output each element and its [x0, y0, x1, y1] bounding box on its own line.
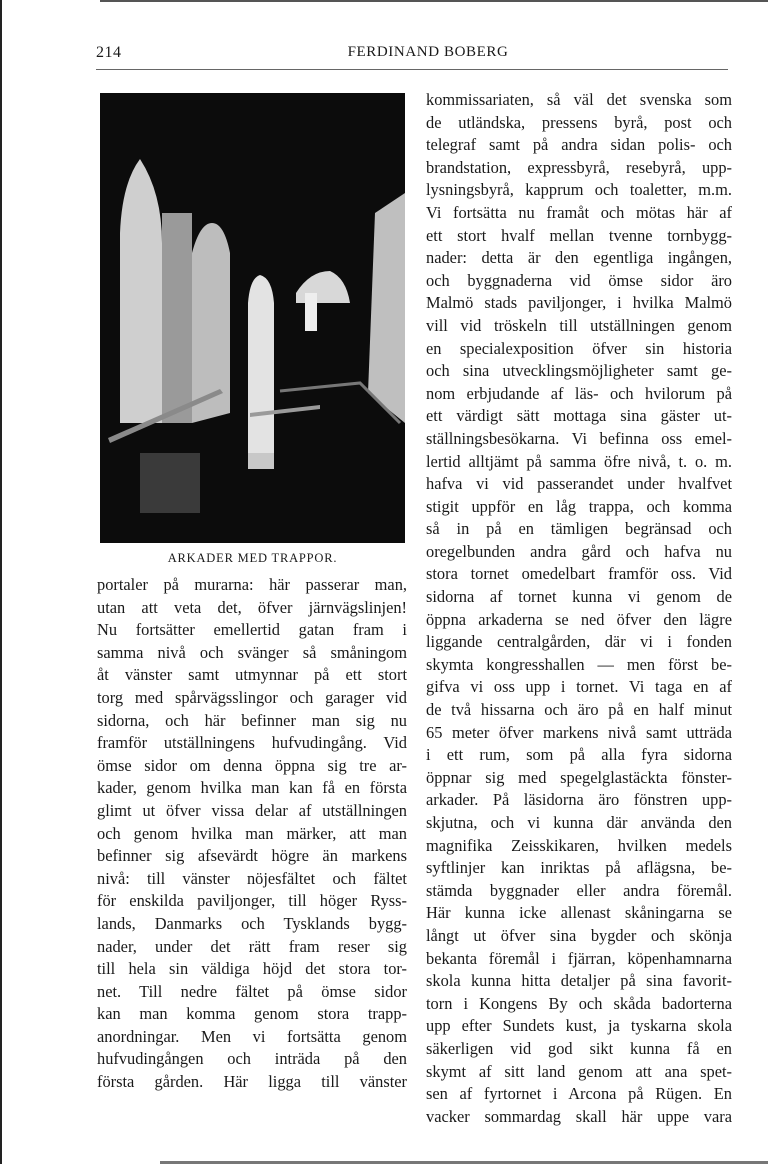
figure-caption: ARKADER MED TRAPPOR.: [167, 551, 338, 565]
scan-left-edge: [0, 0, 2, 1164]
right-column-text: [426, 89, 732, 1128]
text-line: de två hissarna och äro på en half minut: [426, 700, 732, 720]
text-line: nivå: till vänster nöjesfältet och fältet: [97, 868, 407, 888]
text-line: stämda byggnader eller andra föremål.: [426, 880, 732, 900]
text-line: kader, genom hvilka man kan få en första: [97, 778, 407, 798]
text-line: utan att veta det, öfver järnvägslinjen!: [97, 597, 407, 617]
page-header: [96, 44, 760, 66]
text-line: kan man komma genom stora trapp-: [97, 1004, 407, 1024]
text-line: nader, under det rätt fram reser sig: [97, 936, 407, 956]
text-line: gifva vi oss upp i tornet. Vi taga en af: [426, 677, 732, 697]
text-line: säkerligen vid god sikt kunna få en: [426, 1038, 732, 1058]
text-line: befinner sig afsevärdt högre än markens: [97, 846, 407, 866]
scan-top-edge: [100, 0, 768, 2]
text-line: stigit uppför en låg trappa, och komma: [426, 496, 732, 516]
text-line: i ett rum, som på alla fyra sidorna: [426, 745, 732, 765]
text-line: ställningsbesökarna. Vi befinna oss emel-: [426, 428, 732, 448]
text-line: och genom hvilka man märker, att man: [97, 823, 407, 843]
text-line: stora tornet omedelbart framför oss. Vid: [426, 564, 732, 584]
text-line: Nu fortsätter emellertid gatan fram i: [97, 620, 407, 640]
photo-arcades-with-stairs: [100, 93, 405, 543]
text-line: sidorna af tornet kunna vi genom de: [426, 587, 732, 607]
text-line: torg med spårvägsslingor och garager vid: [97, 687, 407, 707]
text-line: brandstation, expressbyrå, resebyrå, upp-: [426, 157, 732, 177]
text-line: liggande centralgården, där vi i fonden: [426, 632, 732, 652]
text-line: ömse sidor om denna öppna sig tre ar-: [97, 755, 407, 775]
text-line: vill vid tröskeln till utställningen genom: [426, 315, 732, 335]
text-line: en specialexposition öfver sin historia: [426, 338, 732, 358]
text-line: 65 meter öfver markens nivå samt utträda: [426, 722, 732, 742]
text-line: skjutna, och vi kunna där använda den: [426, 813, 732, 832]
text-line: skola kunna hitta detaljer på sina favorit-: [426, 971, 732, 991]
page-number: 214: [96, 44, 122, 61]
text-line: net. Till nedre fältet på ömse sidor: [97, 981, 407, 1001]
text-line: portaler på murarna: här passerar man,: [97, 575, 407, 594]
text-line: de utländska, pressens byrå, post och: [426, 112, 732, 132]
text-line: vacker sommardag skall här uppe vara: [426, 1106, 732, 1126]
text-line: lertid alltjämt på samma öfre nivå, t. o. m.: [426, 451, 732, 471]
text-line: öppnar sig med spegelglastäckta fönster-: [426, 767, 732, 787]
photo-illustration: [100, 93, 405, 543]
text-line: arkader. På läsidorna äro fönstren upp-: [426, 790, 732, 810]
text-line: samma nivå och svänger så småningom: [97, 642, 407, 662]
text-line: glimt ut öfver vissa delar af utställningen: [97, 800, 407, 820]
text-line: Malmö stads paviljonger, i hvilka Malmö: [426, 293, 732, 313]
text-line: bekanta föremål i fjärran, köpenhamnarna: [426, 948, 732, 968]
text-line: ett värdigt sätt mottaga sina gäster ut-: [426, 406, 732, 426]
text-line: långt ut öfver sina bygder och skönja: [426, 925, 732, 945]
text-line: nader: detta är den egentliga ingången,: [426, 248, 732, 268]
text-line: ett stort hvalf mellan tvenne tornbygg-: [426, 225, 732, 245]
text-line: skymta kongresshallen — men först be-: [426, 654, 732, 674]
text-line: och byggnaderna vid ömse sidor äro: [426, 270, 732, 290]
text-line: magnifika Zeisskikaren, hvilken medels: [426, 835, 732, 855]
text-line: telegraf samt på andra sidan polis- och: [426, 135, 732, 155]
text-line: första gården. Här ligga till vänster: [97, 1072, 407, 1092]
text-line: lysningsbyrå, kapprum och toaletter, m.m.: [426, 180, 732, 200]
header-rule: [96, 69, 728, 70]
text-line: hafva vi vid passerandet under hvalfvet: [426, 474, 732, 494]
running-title: FERDINAND BOBERG: [347, 44, 509, 60]
text-line: och sina utvecklingsmöjligheter samt ge-: [426, 361, 732, 381]
text-line: syftlinjer kan inriktas på aflägsna, be-: [426, 858, 732, 878]
text-line: upp efter Sundets kust, ja tyskarna skola: [426, 1016, 732, 1036]
text-line: öppna arkaderna se ned öfver den lägre: [426, 609, 732, 629]
left-column-text: [97, 574, 407, 1094]
text-line: till hela sin väldiga höjd det stora tor-: [97, 959, 407, 979]
text-line: sidorna, och här befinner man sig nu: [97, 710, 407, 730]
text-line: skymt af sitt land genom att ana spet-: [426, 1061, 732, 1081]
text-line: för enskilda paviljonger, till höger Ryss-: [97, 891, 407, 911]
text-line: anordningar. Men vi fortsätta genom: [97, 1026, 407, 1046]
text-line: Vi fortsätta nu framåt och mötas här af: [426, 202, 732, 222]
text-line: hufvudingången och inträda på den: [97, 1049, 407, 1069]
text-line: Här kunna icke allenast skåningarna se: [426, 903, 732, 923]
text-line: så in på en tämligen begränsad och: [426, 519, 732, 539]
text-line: framför utställningens hufvudingång. Vid: [97, 733, 407, 753]
text-line: nom erbjudande af läs- och hvilorum på: [426, 383, 732, 403]
text-line: åt vänster samt utmynnar på ett stort: [97, 665, 407, 685]
text-line: oregelbunden andra gård och hafva nu: [426, 541, 732, 561]
text-line: torn i Kongens By och skåda badorterna: [426, 993, 732, 1013]
text-line: sen af fyrtornet i Arcona på Rügen. En: [426, 1084, 732, 1104]
text-line: kommissariaten, så väl det svenska som: [426, 90, 732, 109]
text-line: lands, Danmarks och Tysklands bygg-: [97, 913, 407, 933]
